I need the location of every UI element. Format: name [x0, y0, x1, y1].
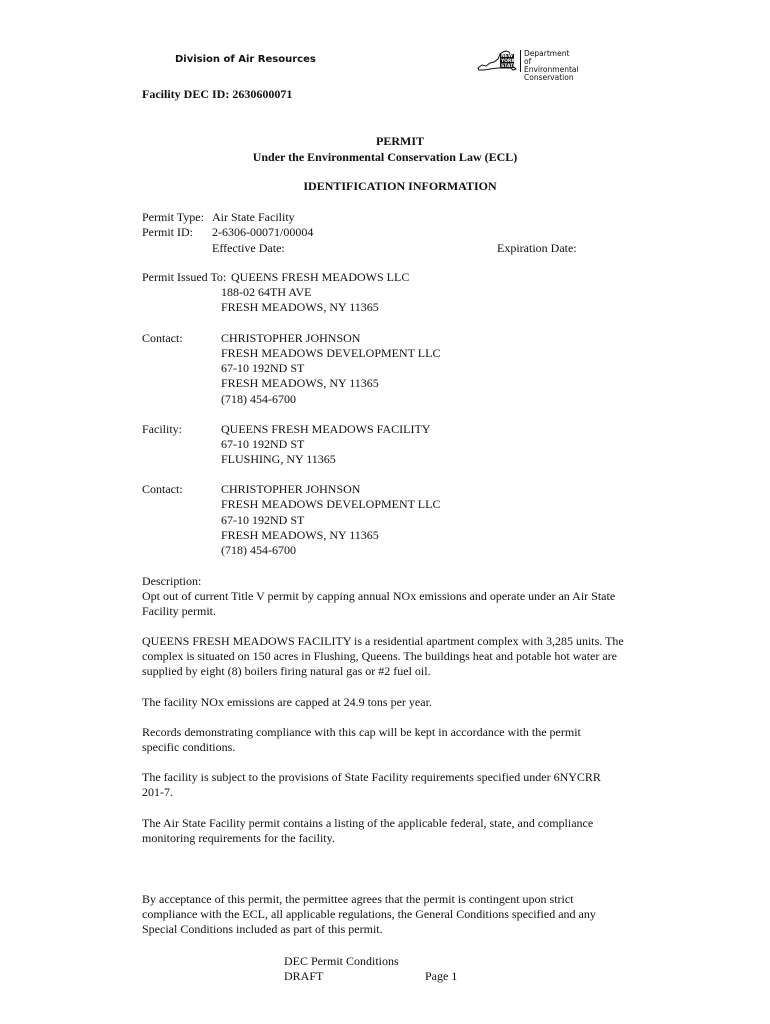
- logo-state-line: STATE: [501, 64, 517, 69]
- acceptance-paragraph: By acceptance of this permit, the permittee agrees that the permit is contingent upon strict compliance with the ECL, all applicable regulations, the General Conditions specified and any Special Conditions included as part of this permit.: [142, 892, 596, 936]
- contact-line: CHRISTOPHER JOHNSON: [221, 331, 361, 345]
- issued-to-line: QUEENS FRESH MEADOWS LLC: [231, 270, 410, 284]
- logo-agency-line: Department of: [524, 49, 570, 66]
- issued-to-label: Permit Issued To:: [142, 270, 227, 284]
- law-subtitle: Under the Environmental Conservation Law (ECL): [252, 150, 518, 164]
- description-paragraph: The facility is subject to the provisions of State Facility requirements specified under 6NYCRR 201-7.: [142, 770, 601, 799]
- description-paragraph: The facility NOx emissions are capped at 24.9 tons per year.: [142, 695, 432, 709]
- description-paragraph: The Air State Facility permit contains a listing of the applicable federal, state, and compliance monitoring requirements for the facility.: [142, 816, 594, 845]
- description-paragraph: Opt out of current Title V permit by capping annual NOx emissions and operate under an Air State Facility permit.: [142, 589, 616, 618]
- logo-state-line: NEW: [501, 54, 513, 59]
- permit-type-label: Permit Type:: [142, 210, 204, 224]
- description-paragraph: Records demonstrating compliance with this cap will be kept in accordance with the permit specific conditions.: [142, 725, 581, 754]
- issued-to-line: 188-02 64TH AVE: [221, 285, 312, 299]
- description-label: Description:: [142, 574, 202, 588]
- contact-line: 67-10 192ND ST: [221, 361, 305, 375]
- contact-line: (718) 454-6700: [221, 543, 296, 557]
- contact-line: 67-10 192ND ST: [221, 513, 305, 527]
- permit-title: PERMIT: [376, 134, 424, 148]
- contact-line: (718) 454-6700: [221, 392, 296, 406]
- facility-dec-id: Facility DEC ID: 2630600071: [142, 87, 293, 101]
- page-number: Page 1: [425, 969, 458, 983]
- effective-date-label: Effective Date:: [212, 241, 285, 255]
- contact-line: FRESH MEADOWS DEVELOPMENT LLC: [221, 497, 441, 511]
- contact-line: FRESH MEADOWS, NY 11365: [221, 528, 379, 542]
- facility-line: QUEENS FRESH MEADOWS FACILITY: [221, 422, 431, 436]
- issued-to-line: FRESH MEADOWS, NY 11365: [221, 300, 379, 314]
- facility-line: 67-10 192ND ST: [221, 437, 305, 451]
- contact-label: Contact:: [142, 331, 183, 345]
- logo-agency-line: Conservation: [524, 73, 574, 82]
- footer-draft: DRAFT: [284, 969, 324, 983]
- permit-id-value: 2-6306-00071/00004: [212, 225, 314, 239]
- description-paragraph: QUEENS FRESH MEADOWS FACILITY is a residential apartment complex with 3,285 units. The complex is situated on 150 acres in Flushing, Queens. The buildings heat and potable hot water are supplied by eight (8) boilers firing natural gas or #2 fuel oil.: [142, 634, 624, 678]
- dec-logo: [476, 48, 579, 82]
- footer-conditions: DEC Permit Conditions: [284, 954, 399, 968]
- facility-label: Facility:: [142, 422, 182, 436]
- division-header: Division of Air Resources: [175, 54, 316, 65]
- logo-agency-line: Environmental: [524, 65, 579, 74]
- permit-type-value: Air State Facility: [212, 210, 295, 224]
- identification-heading: IDENTIFICATION INFORMATION: [303, 179, 497, 193]
- contact-line: FRESH MEADOWS, NY 11365: [221, 376, 379, 390]
- permit-id-label: Permit ID:: [142, 225, 193, 239]
- expiration-date-label: Expiration Date:: [497, 241, 577, 255]
- facility-line: FLUSHING, NY 11365: [221, 452, 336, 466]
- contact-label: Contact:: [142, 482, 183, 496]
- contact-line: CHRISTOPHER JOHNSON: [221, 482, 361, 496]
- logo-state-line: YORK: [501, 59, 515, 64]
- logo-divider: [520, 50, 521, 72]
- contact-line: FRESH MEADOWS DEVELOPMENT LLC: [221, 346, 441, 360]
